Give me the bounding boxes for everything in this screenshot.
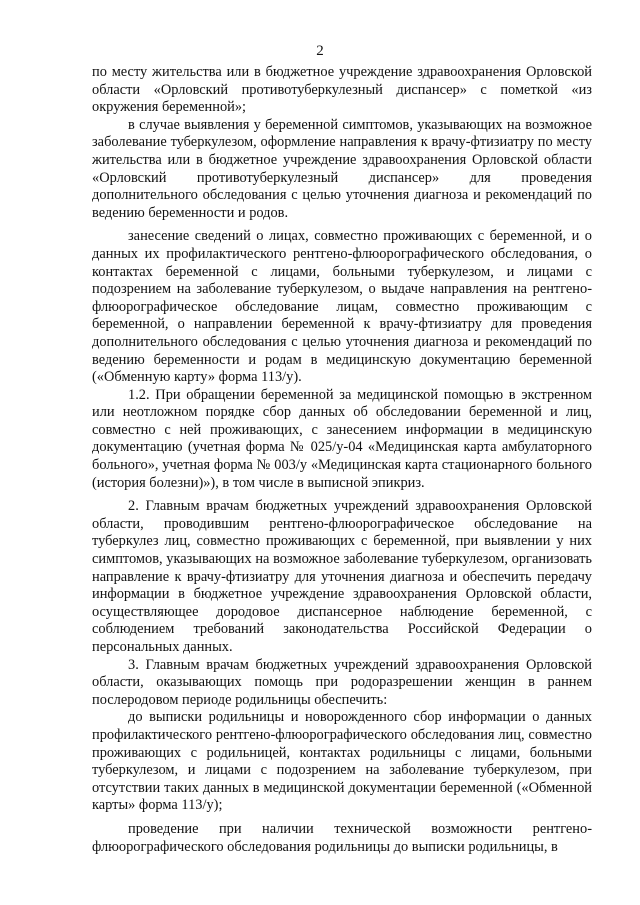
paragraph-continuation: по месту жительства или в бюджетное учреждение здравоохранения Орловской области «Орловский противотуберкулезный диспансер» с пометкой «из окружения беременной»; (92, 64, 592, 116)
document-body (92, 64, 592, 856)
paragraph-records-entry: занесение сведений о лицах, совместно проживающих с беременной, и о данных их профилактического рентгено-флюорографического обследования, о контактах беременной с лицами, больными туберкулезом, и лицами с подозрением на заболевание туберкулезом, о выдаче направления на рентгено-флюорографическое обследование лицам, совместно проживающим с беременной, о направлении беременной к врачу-фтизиатру для проведения дополнительного обследования с целью уточнения диагноза и рекомендаций по ведению беременности и родам в медицинскую документацию беременной («Обменную карту» форма 113/у). (92, 228, 592, 386)
paragraph-clause-1-2: 1.2. При обращении беременной за медицинской помощью в экстренном или неотложном порядке сбор данных об обследовании беременной и лиц, совместно с ней проживающих, с занесением информации в медицинскую документацию (учетная форма № 025/у-04 «Медицинская карта амбулаторного больного», учетная форма № 003/у «Медицинская карта стационарного больного (история болезни)»), в том числе в выписной эпикриз. (92, 386, 592, 491)
paragraph-symptoms-referral: в случае выявления у беременной симптомов, указывающих на возможное заболевание туберкулезом, оформление направления к врачу-фтизиатру по месту жительства или в бюджетное учреждение здравоохранения Орловской области «Орловский противотуберкулезный диспансер» для проведения дополнительного обследования с целью уточнения диагноза и рекомендаций по ведению беременности и родов. (92, 116, 592, 221)
page-number: 2 (316, 43, 324, 59)
paragraph-clause-3: 3. Главным врачам бюджетных учреждений здравоохранения Орловской области, оказывающих помощь при родоразрешении женщин в раннем послеродовом периоде родильницы обеспечить: (92, 656, 592, 708)
paragraph-pre-discharge-collection: до выписки родильницы и новорожденного сбор информации о данных профилактического рентгено-флюорографического обследования лиц, совместно проживающих с родильницей, контактах родильницы с лицами, больными туберкулезом, и лицами с подозрением на заболевание туберкулезом, при отсутствии таких данных в медицинской документации беременной («Обменной карты» форма 113/у); (92, 709, 592, 814)
paragraph-clause-2: 2. Главным врачам бюджетных учреждений здравоохранения Орловской области, проводившим рентгено-флюорографическое обследование на туберкулез лиц, совместно проживающих с беременной, при выявлении у них симптомов, указывающих на возможное заболевание туберкулезом, организовать направление к врачу-фтизиатру для уточнения диагноза и обеспечить передачу информации в бюджетное учреждение здравоохранения Орловской области, осуществляющее дородовое диспансерное наблюдение беременной, с соблюдением требований законодательства Российской Федерации о персональных данных. (92, 498, 592, 655)
paragraph-xray-examination: проведение при наличии технической возможности рентгено-флюорографического обследования родильницы до выписки родильницы, в (92, 820, 592, 855)
